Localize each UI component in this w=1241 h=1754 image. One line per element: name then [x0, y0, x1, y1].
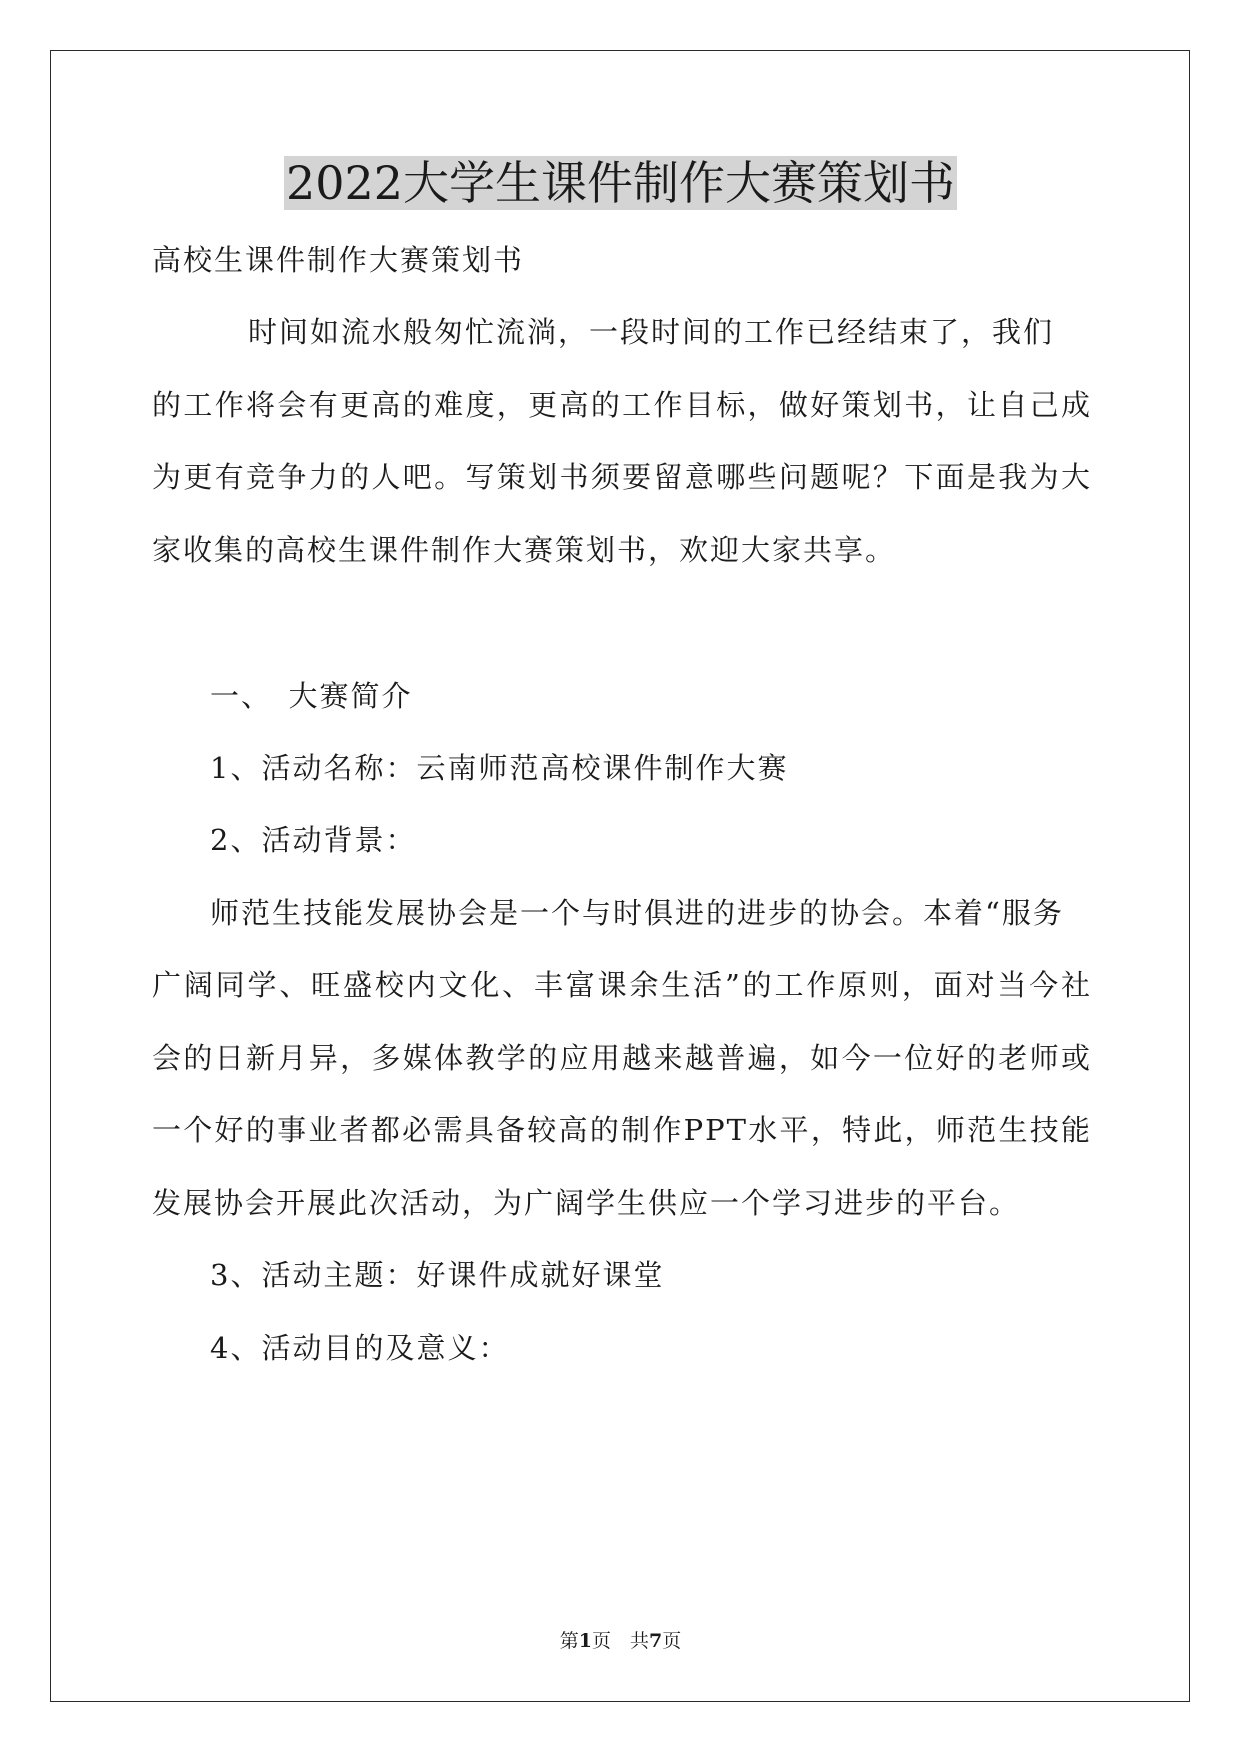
footer-label-mid: 页 共 — [591, 1630, 649, 1652]
background-line-1: 师范生技能发展协会是一个与时俱进的进步的协会。本着“服务 — [210, 896, 1064, 930]
item-activity-purpose: 4、活动目的及意义： — [210, 1331, 510, 1365]
document-title-text: 2022大学生课件制作大赛策划书 — [285, 156, 956, 210]
intro-line-4: 家收集的高校生课件制作大赛策划书，欢迎大家共享。 — [152, 533, 897, 567]
item-activity-name: 1、活动名称：云南师范高校课件制作大赛 — [210, 751, 789, 785]
page-border — [50, 50, 1190, 1702]
background-line-2: 广阔同学、旺盛校内文化、丰富课余生活”的工作原则，面对当今社 — [152, 968, 1092, 1002]
section-heading-1: 一、 大赛简介 — [210, 679, 413, 713]
footer-page-number: 1 — [578, 1630, 592, 1652]
page-footer — [0, 1628, 1241, 1654]
subtitle: 高校生课件制作大赛策划书 — [152, 243, 525, 277]
item-activity-theme: 3、活动主题：好课件成就好课堂 — [210, 1258, 665, 1292]
document-title — [0, 152, 1241, 214]
intro-line-2: 的工作将会有更高的难度，更高的工作目标，做好策划书，让自己成 — [152, 388, 1092, 422]
footer-label-post: 页 — [662, 1630, 682, 1652]
background-line-5: 发展协会开展此次活动，为广阔学生供应一个学习进步的平台。 — [152, 1186, 1021, 1220]
background-line-4: 一个好的事业者都必需具备较高的制作PPT水平，特此，师范生技能 — [152, 1113, 1092, 1147]
background-line-3: 会的日新月异，多媒体教学的应用越来越普遍，如今一位好的老师或 — [152, 1041, 1092, 1075]
intro-line-1: 时间如流水般匆忙流淌，一段时间的工作已经结束了，我们 — [248, 315, 1055, 349]
item-activity-background: 2、活动背景： — [210, 823, 417, 857]
intro-line-3: 为更有竞争力的人吧。写策划书须要留意哪些问题呢？下面是我为大 — [152, 460, 1092, 494]
footer-label-pre: 第 — [559, 1630, 579, 1652]
footer-total-pages: 7 — [649, 1630, 663, 1652]
